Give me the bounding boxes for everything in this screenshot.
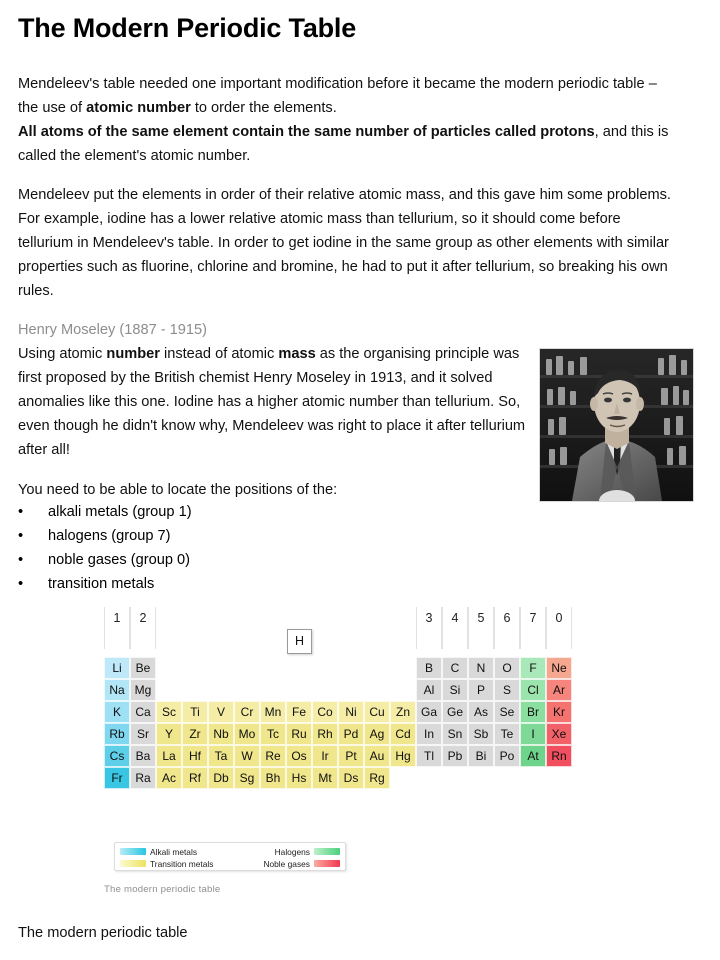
group-header-6: 6: [494, 607, 520, 649]
element-cell-v: V: [208, 701, 234, 723]
element-cell-pd: Pd: [338, 723, 364, 745]
legend-label-alkali-metals: Alkali metals: [150, 846, 198, 857]
element-cell-rf: Rf: [182, 767, 208, 789]
element-cell-pt: Pt: [338, 745, 364, 767]
legend-row: [120, 858, 340, 869]
element-cell-rb: Rb: [104, 723, 130, 745]
intro-text-3: , and this is called the element's atomic number.: [18, 124, 669, 164]
element-cell-n: N: [468, 657, 494, 679]
element-cell-sn: Sn: [442, 723, 468, 745]
element-cell-i: I: [520, 723, 546, 745]
element-cell-na: Na: [104, 679, 130, 701]
element-cell-bh: Bh: [260, 767, 286, 789]
element-cell-si: Si: [442, 679, 468, 701]
element-cell-ac: Ac: [156, 767, 182, 789]
intro-bold-protons: All atoms of the same element contain the same number of particles called protons: [18, 124, 595, 140]
element-cell-os: Os: [286, 745, 312, 767]
group-header-3: 3: [416, 607, 442, 649]
element-cell-hydrogen: H: [287, 629, 312, 654]
group-header-4: 4: [442, 607, 468, 649]
list-item: [18, 572, 438, 596]
element-cell-ba: Ba: [130, 745, 156, 767]
moseley-text-3: as the organising principle was first proposed by the British chemist Henry Moseley in 1913, and it solved anomalies like this one. Iodine has a higher atomic number than tellurium. So, even though he didn't know why, Mendeleev was right to place it after tellurium after all!: [18, 346, 526, 458]
element-cell-f: F: [520, 657, 546, 679]
periodic-table-grid: [104, 657, 604, 817]
element-cell-hg: Hg: [390, 745, 416, 767]
element-cell-ti: Ti: [182, 701, 208, 723]
element-cell-ge: Ge: [442, 701, 468, 723]
element-cell-rn: Rn: [546, 745, 572, 767]
element-cell-o: O: [494, 657, 520, 679]
element-cell-hf: Hf: [182, 745, 208, 767]
list-item-label: noble gases (group 0): [48, 552, 190, 568]
moseley-text-1: Using atomic: [18, 346, 107, 362]
group-number-header-row: [104, 607, 604, 649]
element-cell-mg: Mg: [130, 679, 156, 701]
element-cell-fe: Fe: [286, 701, 312, 723]
element-cell-la: La: [156, 745, 182, 767]
list-item: [18, 500, 438, 524]
element-cell-kr: Kr: [546, 701, 572, 723]
element-cell-ar: Ar: [546, 679, 572, 701]
bottom-caption: The modern periodic table: [18, 925, 188, 941]
moseley-text-2: instead of atomic: [159, 346, 279, 362]
group-header-2: 2: [130, 607, 156, 649]
element-cell-tc: Tc: [260, 723, 286, 745]
group-header-0: 0: [546, 607, 572, 649]
element-cell-be: Be: [130, 657, 156, 679]
element-cell-se: Se: [494, 701, 520, 723]
element-cell-te: Te: [494, 723, 520, 745]
legend-label-halogens: Halogens: [274, 846, 310, 857]
element-cell-cu: Cu: [364, 701, 390, 723]
element-cell-ra: Ra: [130, 767, 156, 789]
legend-row: [120, 846, 340, 857]
element-cell-al: Al: [416, 679, 442, 701]
page-title: The Modern Periodic Table: [18, 13, 357, 43]
element-cell-po: Po: [494, 745, 520, 767]
element-cell-k: K: [104, 701, 130, 723]
photo-image: [540, 349, 693, 501]
list-item-label: alkali metals (group 1): [48, 504, 192, 520]
periodic-table-figure: [104, 607, 604, 907]
element-cell-sb: Sb: [468, 723, 494, 745]
element-cell-re: Re: [260, 745, 286, 767]
figure-caption: The modern periodic table: [104, 884, 221, 895]
element-cell-sr: Sr: [130, 723, 156, 745]
element-cell-db: Db: [208, 767, 234, 789]
element-cell-xe: Xe: [546, 723, 572, 745]
bullet-marker: •: [18, 528, 24, 544]
objectives-list: [18, 500, 438, 596]
legend-swatch-transition-metals: [120, 860, 146, 867]
element-cell-ds: Ds: [338, 767, 364, 789]
element-cell-cs: Cs: [104, 745, 130, 767]
element-cell-nb: Nb: [208, 723, 234, 745]
bullet-marker: •: [18, 504, 24, 520]
element-cell-rh: Rh: [312, 723, 338, 745]
element-cell-ga: Ga: [416, 701, 442, 723]
element-cell-as: As: [468, 701, 494, 723]
element-cell-cl: Cl: [520, 679, 546, 701]
element-cell-tl: Tl: [416, 745, 442, 767]
element-cell-ir: Ir: [312, 745, 338, 767]
legend-swatch-alkali-metals: [120, 848, 146, 855]
intro-bold-atomic-number: atomic number: [86, 100, 191, 116]
element-cell-ni: Ni: [338, 701, 364, 723]
element-cell-c: C: [442, 657, 468, 679]
legend-entry-halogens: [232, 847, 340, 857]
element-cell-mo: Mo: [234, 723, 260, 745]
paragraph-moseley: [18, 342, 530, 462]
element-cell-ne: Ne: [546, 657, 572, 679]
intro-text-1: Mendeleev's table needed one important modification before it became the modern periodic table – the use of: [18, 76, 657, 116]
moseley-photograph: [539, 348, 694, 502]
element-cell-bi: Bi: [468, 745, 494, 767]
moseley-subheading: Henry Moseley (1887 - 1915): [18, 322, 207, 338]
list-item-label: halogens (group 7): [48, 528, 171, 544]
element-cell-sc: Sc: [156, 701, 182, 723]
element-cell-p: P: [468, 679, 494, 701]
element-cell-s: S: [494, 679, 520, 701]
element-cell-cd: Cd: [390, 723, 416, 745]
element-cell-sg: Sg: [234, 767, 260, 789]
element-cell-li: Li: [104, 657, 130, 679]
legend-entry-alkali-metals: [120, 847, 232, 857]
element-cell-rg: Rg: [364, 767, 390, 789]
bullet-marker: •: [18, 552, 24, 568]
group-header-5: 5: [468, 607, 494, 649]
legend-entry-transition-metals: [120, 859, 232, 869]
element-cell-au: Au: [364, 745, 390, 767]
legend-entry-noble-gases: [232, 859, 340, 869]
intro-text-2: to order the elements.: [190, 100, 337, 116]
bullet-marker: •: [18, 576, 24, 592]
paragraph-mendeleev: Mendeleev put the elements in order of their relative atomic mass, and this gave him some problems. For example, iodine has a lower relative atomic mass than tellurium, so it should come before tellurium in Mendeleev's table. In order to get iodine in the same group as other elements with similar properties such as fluorine, chlorine and bromine, he had to put it after tellurium, so breaking his own rules.: [18, 187, 671, 299]
list-item: [18, 524, 438, 548]
element-cell-w: W: [234, 745, 260, 767]
element-cell-fr: Fr: [104, 767, 130, 789]
element-cell-y: Y: [156, 723, 182, 745]
legend-label-transition-metals: Transition metals: [150, 858, 214, 869]
moseley-bold-number: number: [106, 346, 160, 362]
element-cell-cr: Cr: [234, 701, 260, 723]
legend-swatch-halogens: [314, 848, 340, 855]
element-cell-ag: Ag: [364, 723, 390, 745]
list-item: [18, 548, 438, 572]
group-header-7: 7: [520, 607, 546, 649]
element-cell-zr: Zr: [182, 723, 208, 745]
moseley-bold-mass: mass: [278, 346, 316, 362]
legend-label-noble-gases: Noble gases: [263, 858, 310, 869]
element-cell-ta: Ta: [208, 745, 234, 767]
periodic-table-legend: [114, 842, 346, 871]
element-cell-co: Co: [312, 701, 338, 723]
element-cell-in: In: [416, 723, 442, 745]
group-header-1: 1: [104, 607, 130, 649]
element-cell-br: Br: [520, 701, 546, 723]
element-cell-ca: Ca: [130, 701, 156, 723]
element-cell-zn: Zn: [390, 701, 416, 723]
element-cell-pb: Pb: [442, 745, 468, 767]
legend-swatch-noble-gases: [314, 860, 340, 867]
element-cell-hs: Hs: [286, 767, 312, 789]
element-cell-at: At: [520, 745, 546, 767]
element-cell-mn: Mn: [260, 701, 286, 723]
paragraph-objectives-intro: You need to be able to locate the positions of the:: [18, 482, 338, 498]
element-cell-b: B: [416, 657, 442, 679]
element-cell-mt: Mt: [312, 767, 338, 789]
list-item-label: transition metals: [48, 576, 155, 592]
element-cell-ru: Ru: [286, 723, 312, 745]
paragraph-intro: [18, 72, 678, 168]
